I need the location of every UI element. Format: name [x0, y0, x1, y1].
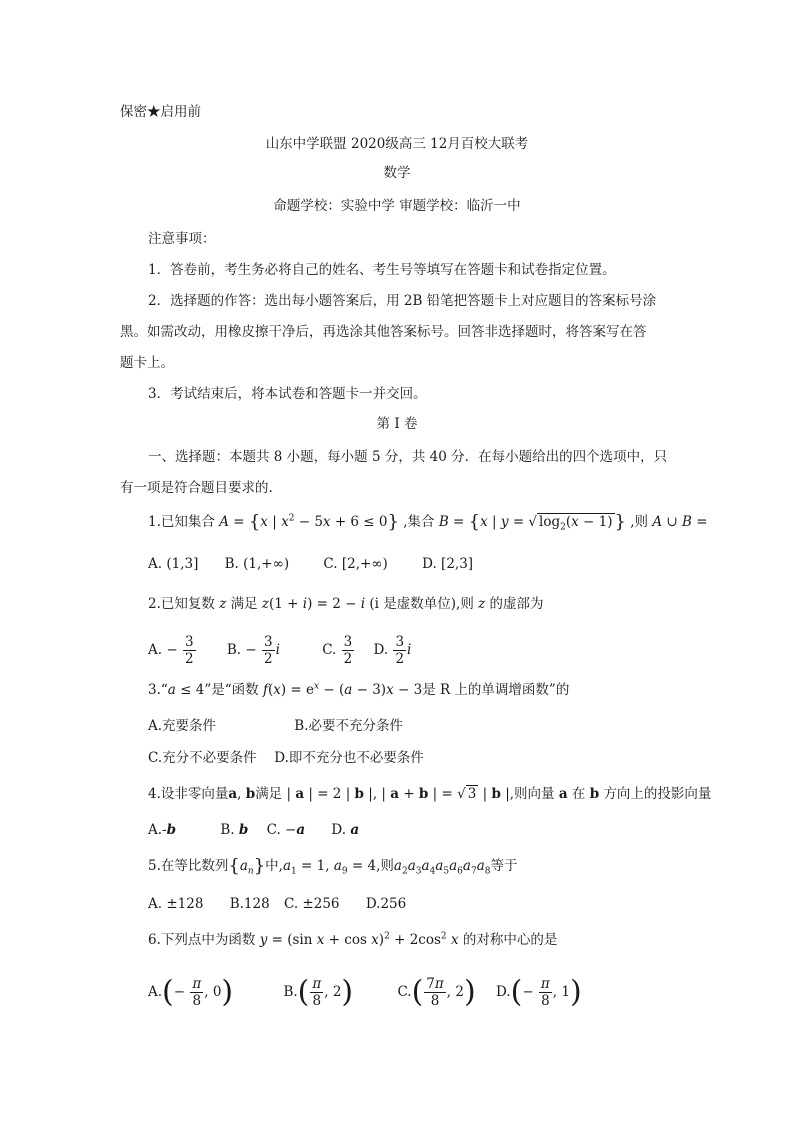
question-1-mid: ,集合 [403, 514, 435, 530]
question-6-post: 的对称中心的是 [462, 932, 558, 948]
question-3: 3.“a ≤ 4”是“函数 $f(x) = e^x - (a - 3)x - 3$是 R 上的单调增函数”的 [148, 681, 570, 698]
q2-option-c: C. $\frac{3}{2}$ [322, 634, 353, 667]
q2-option-b: B. − $\frac{3}{2}$ i [226, 634, 280, 667]
q5-option-a: A. ±128 [148, 896, 204, 912]
q1-option-a: A. (1,3] [148, 556, 199, 572]
note-1: 1．答卷前，考生务必将自己的姓名、考生号等填写在答题卡和试卷指定位置。 [148, 262, 616, 278]
q1-option-b: B. (1,+∞) [224, 556, 290, 572]
question-2-post: 的虚部为 [489, 596, 544, 612]
question-4-mid1: 满足 [255, 786, 283, 802]
q6-option-a: A.(− $\frac{\pi}{8}$ , 0) [148, 974, 234, 1010]
exam-title: 山东中学联盟 2020级高三 12月百校大联考 [265, 136, 529, 152]
note-2-line-1: 2．选择题的作答：选出每小题答案后，用 2B 铅笔把答题卡上对应题目的答案标号涂 [148, 293, 657, 309]
q1-option-d: D. [2,3] [422, 556, 474, 572]
q4-option-b: B. b [220, 822, 249, 838]
question-3-options-row-2 [148, 748, 424, 768]
question-6-prefix: 6.下列点中为函数 [148, 932, 256, 948]
q3-option-a: A.充要条件 [148, 718, 217, 734]
question-1-options [148, 554, 473, 574]
q5-option-c: C. ±256 [284, 896, 340, 912]
question-1 [148, 512, 708, 533]
confidential-mark: 保密★启用前 [120, 104, 201, 120]
set-b-expression: B = {x | y = √ $\log_2(x - 1)$ } [438, 511, 626, 533]
q6-option-c: C.( $\frac{7\pi}{8}$ , 2) [397, 974, 476, 1010]
trig-function: y = (sin $x + \cos x)^2 + 2\cos^2$ x [259, 931, 459, 948]
question-5-options [148, 894, 406, 914]
question-2-mid: 满足 [230, 596, 258, 612]
q2-option-a: A. − $\frac{3}{2}$ [148, 634, 194, 667]
volume-heading: 第 I 卷 [376, 416, 418, 432]
school-credits: 命题学校：实验中学 审题学校：临沂一中 [273, 198, 521, 214]
q1-option-c: C. [2,+∞) [323, 556, 388, 572]
question-5: 5.在等比数列$\{a_n\}$中$,a_1 = 1$, $a_9 = 4$,则$a_2a_3a_4a_5a_6a_7a_8$等于 [148, 855, 518, 877]
complex-equation: z(1 + i) = 2 − i [261, 596, 366, 612]
q4-option-d: D. a [331, 822, 360, 838]
q6-option-d: D.(− $\frac{\pi}{8}$ , 1) [495, 974, 582, 1010]
question-2-options [148, 630, 411, 670]
section-intro-line-1: 一、选择题：本题共 8 小题，每小题 5 分，共 40 分．在每小题给出的四个选项中，只 [148, 449, 668, 465]
question-3-mid2: 是 R 上的单调增函数”的 [422, 682, 570, 698]
question-5-tail: 等于 [490, 858, 518, 874]
q3-option-b: B.必要不充分条件 [294, 718, 404, 734]
notes-heading: 注意事项： [148, 231, 216, 247]
question-3-mid1: ”是“函数 [204, 682, 259, 698]
question-3-options-row-1 [148, 716, 403, 736]
function-expression: $f(x) = e^x - (a - 3)x - 3$ [262, 681, 423, 698]
question-4-mid2: ,则向量 [509, 786, 555, 802]
question-6 [148, 930, 557, 950]
question-5-mid: 中, [265, 858, 283, 874]
subject-title: 数学 [383, 165, 411, 181]
q6-option-b: B.( $\frac{\pi}{8}$ , 2) [283, 974, 354, 1010]
vector-condition: | a | = 2 | b |, | a + b | = √ 3 | b | [286, 786, 510, 802]
set-a-expression: A = {x | $x^2 - 5x + 6 \le 0$} [219, 511, 399, 533]
question-2-paren: (i 是虚数单位),则 [369, 596, 474, 612]
question-3-prefix: 3.“ [148, 682, 168, 698]
question-2-prefix: 2.已知复数 [148, 596, 215, 612]
q5-option-b: B.128 [229, 896, 270, 912]
q3-option-d: D.即不充分也不必要条件 [274, 750, 424, 766]
question-4-post: 方向上的投影向量 [603, 786, 712, 802]
question-4-prefix: 4.设非零向量 [148, 786, 229, 802]
note-2-line-3: 题卡上。 [120, 355, 174, 371]
question-2: 2.已知复数 z 满足 z(1 + i) = 2 − i (i 是虚数单位),则 z 的虚部为 [148, 596, 544, 612]
question-4: 4.设非零向量a, b满足 | a | = 2 | b |, | a + b | = √ 3 | b |,则向量 a 在 b 方向上的投影向量 [148, 786, 712, 802]
section-intro-line-2: 有一项是符合题目要求的. [120, 480, 273, 496]
q4-option-a: A.-b [148, 822, 177, 838]
question-4-options [148, 820, 359, 840]
q3-option-c: C.充分不必要条件 [148, 750, 257, 766]
question-4-mid3: 在 [571, 786, 586, 802]
question-5-prefix: 5.在等比数列 [148, 858, 229, 874]
note-3: 3．考试结束后，将本试卷和答题卡一并交回。 [148, 386, 427, 402]
question-1-prefix: 1.已知集合 [148, 514, 215, 530]
q4-option-c: C. −a [266, 822, 306, 838]
q2-option-d: D. $\frac{3}{2}$ i [373, 634, 412, 667]
union-expression: A ∪ B = [652, 514, 708, 530]
question-5-post: ,则 [376, 858, 394, 874]
note-2-line-2: 黑。如需改动，用橡皮擦干净后，再选涂其他答案标号。回答非选择题时，将答案写在答 [120, 324, 647, 340]
question-6-options [148, 972, 582, 1012]
q5-option-d: D.256 [365, 896, 407, 912]
question-1-post: ,则 [630, 514, 649, 530]
